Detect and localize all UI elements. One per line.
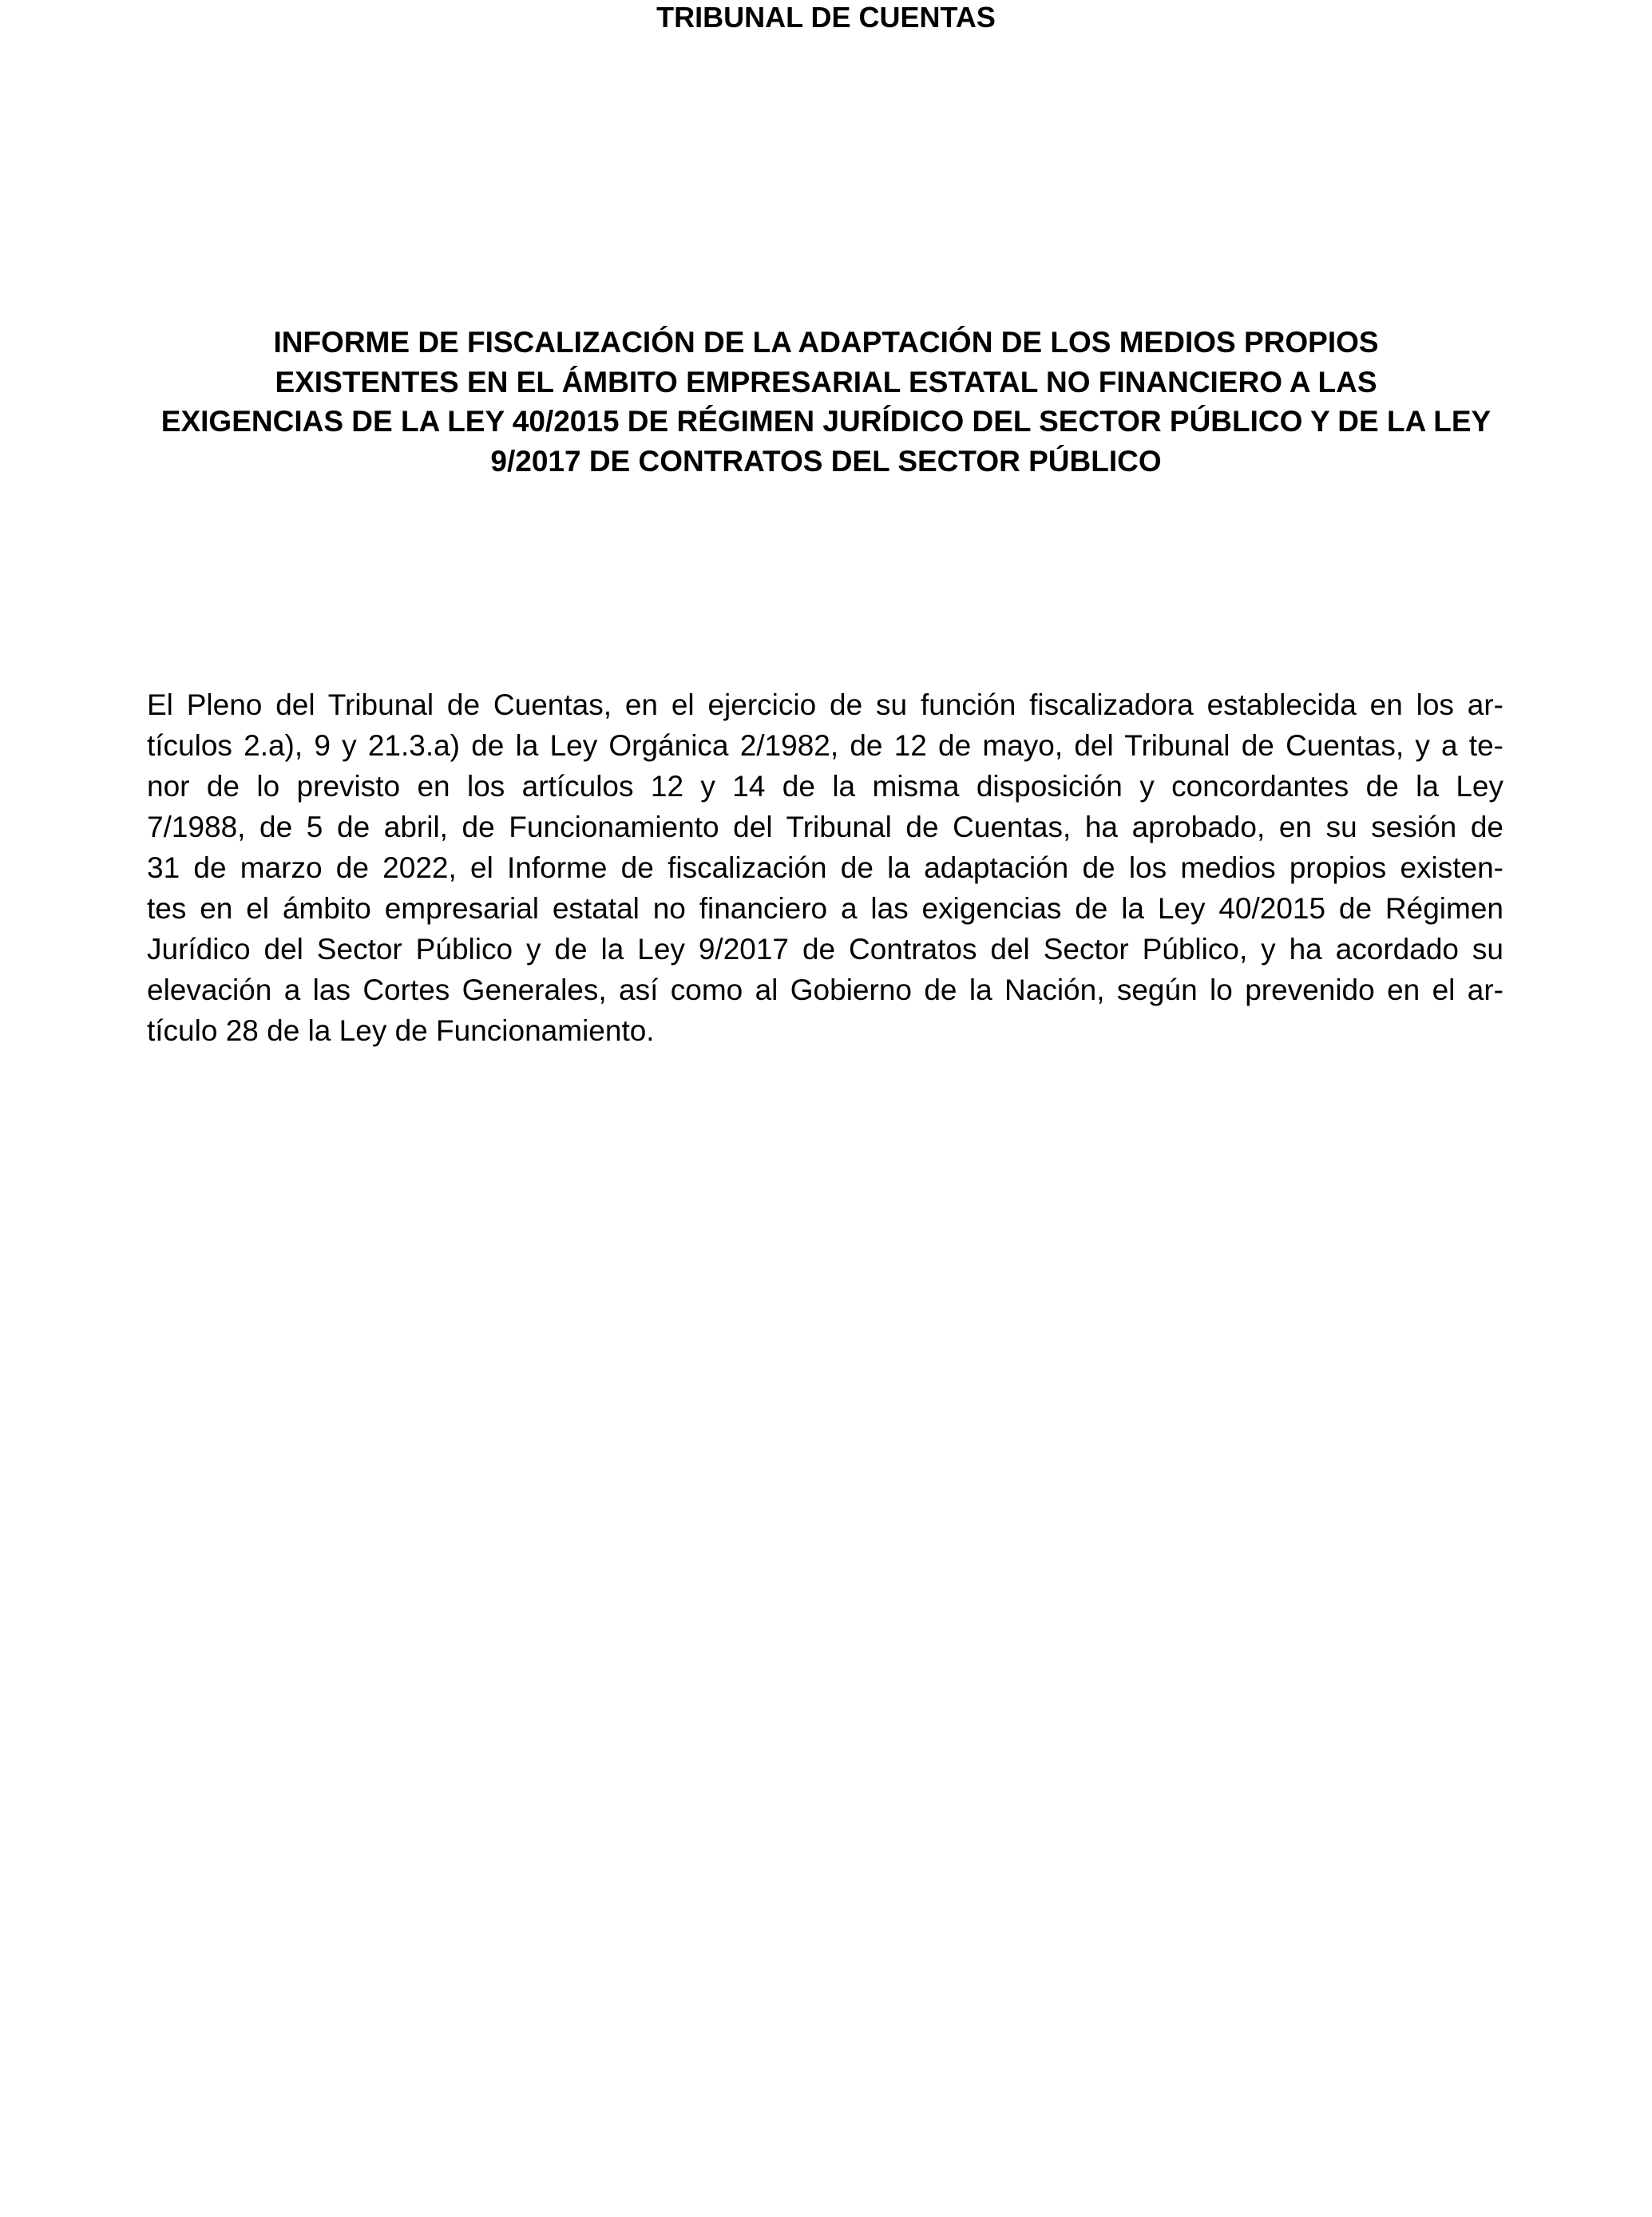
paragraph-line: tes en el ámbito empresarial estatal no financiero a las exigencias de la Ley 40/2015 de Régimen <box>147 892 1503 925</box>
title-line: EXISTENTES EN EL ÁMBITO EMPRESARIAL ESTATAL NO FINANCIERO A LAS <box>275 365 1377 399</box>
approval-paragraph <box>147 684 1503 1051</box>
title-line: INFORME DE FISCALIZACIÓN DE LA ADAPTACIÓN DE LOS MEDIOS PROPIOS <box>273 326 1379 359</box>
title-line: 9/2017 DE CONTRATOS DEL SECTOR PÚBLICO <box>490 444 1162 478</box>
paragraph-line: tículos 2.a), 9 y 21.3.a) de la Ley Orgánica 2/1982, de 12 de mayo, del Tribunal de Cuentas, y a te- <box>147 729 1503 762</box>
paragraph-line: nor de lo previsto en los artículos 12 y 14 de la misma disposición y concordantes de la Ley <box>147 770 1503 803</box>
paragraph-line: 31 de marzo de 2022, el Informe de fiscalización de la adaptación de los medios propios existen- <box>147 851 1503 884</box>
paragraph-line: elevación a las Cortes Generales, así como al Gobierno de la Nación, según lo prevenido en el ar- <box>147 974 1503 1006</box>
paragraph-line: 7/1988, de 5 de abril, de Funcionamiento del Tribunal de Cuentas, ha aprobado, en su sesión de <box>147 811 1503 843</box>
report-title <box>120 323 1532 481</box>
paragraph-line: El Pleno del Tribunal de Cuentas, en el ejercicio de su función fiscalizadora establecida en los ar- <box>147 688 1503 721</box>
paragraph-line: tículo 28 de la Ley de Funcionamiento. <box>147 1014 655 1047</box>
paragraph-line: Jurídico del Sector Público y de la Ley 9/2017 de Contratos del Sector Público, y ha acordado su <box>147 933 1503 966</box>
title-line: EXIGENCIAS DE LA LEY 40/2015 DE RÉGIMEN JURÍDICO DEL SECTOR PÚBLICO Y DE LA LEY <box>160 405 1492 438</box>
page-header: TRIBUNAL DE CUENTAS <box>656 1 996 34</box>
